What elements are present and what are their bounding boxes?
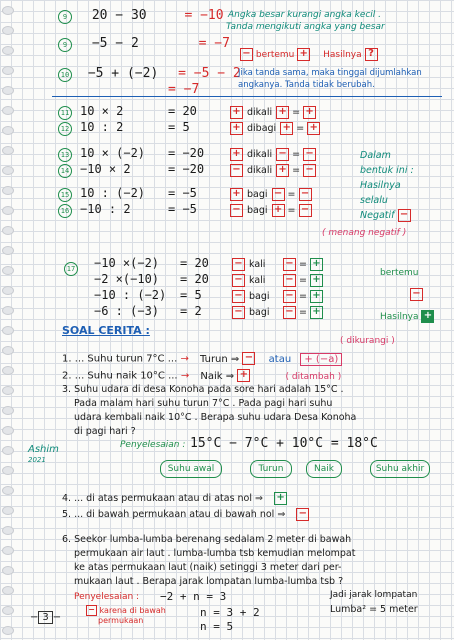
hasilnya-label: Hasilnya <box>323 50 362 60</box>
minus-box: − <box>283 258 296 271</box>
spiral-hole <box>2 6 14 15</box>
plus-box: + <box>230 122 243 135</box>
spiral-hole <box>2 126 14 135</box>
q1-expr: + (−a) <box>300 353 342 366</box>
note-tanda-mengikuti: Tanda mengikuti angka yang besar <box>226 22 385 32</box>
row-op: bagi <box>249 291 270 302</box>
spiral-hole <box>2 166 14 175</box>
plus-box: + <box>307 122 320 135</box>
row-result: = −5 <box>168 186 197 200</box>
spiral-hole <box>2 406 14 415</box>
spiral-hole <box>2 46 14 55</box>
row-op: kali <box>249 275 266 286</box>
signature-year: 2021 <box>28 456 46 464</box>
solution: 15°C − 7°C + 10°C = 18°C <box>190 436 378 451</box>
hasilnya-label: Hasilnya <box>380 312 419 322</box>
plus-box: + <box>230 148 243 161</box>
row-result: = 20 <box>168 104 197 118</box>
row-num: 10 <box>58 68 72 82</box>
row-expr: 10 : 2 <box>80 120 124 134</box>
spiral-hole <box>2 186 14 195</box>
soal-title: SOAL CERITA : <box>62 324 150 337</box>
row-9a <box>58 8 224 24</box>
row-op: dibagi <box>247 123 277 134</box>
spiral-hole <box>2 546 14 555</box>
note-angka-besar: Angka besar kurangi angka kecil . <box>228 10 382 20</box>
q6-line4: mukaan laut . Berapa jarak lompatan lumba-lumba tsb ? <box>74 576 344 587</box>
row-num: 13 <box>58 148 72 162</box>
row-expr: 10 : (−2) <box>80 186 146 200</box>
plus-box: + <box>280 122 293 135</box>
row-result: = −20 <box>168 146 205 160</box>
mult-row: 15 10 : (−2) = −5 + bagi − = − <box>58 186 312 202</box>
side-note-line: Negatif − <box>360 208 414 223</box>
q2-note: ( ditambah ) <box>285 371 342 382</box>
mult-row: 14 −10 × 2 = −20 − dikali + = − <box>58 162 316 178</box>
jadi1: Jadi jarak lompatan <box>330 590 418 600</box>
row-result: = 2 <box>180 304 202 318</box>
plus-box: + <box>310 258 323 271</box>
q5 <box>62 508 309 521</box>
spiral-hole <box>2 146 14 155</box>
spiral-hole <box>2 486 14 495</box>
minus-box: − <box>232 306 245 319</box>
spiral-binding <box>0 0 16 640</box>
minus-box: − <box>232 258 245 271</box>
side-note-line: selalu <box>360 195 388 206</box>
q2-text: 2. ... Suhu naik 10°C ... <box>62 370 178 382</box>
plus-box: + <box>310 290 323 303</box>
q1: 1. ... Suhu turun 7°C ... → Turun ⇒ − atau + (−a) <box>62 352 342 365</box>
row-op: dikali <box>247 149 273 160</box>
spiral-hole <box>2 86 14 95</box>
spiral-hole <box>2 246 14 255</box>
plus-box: + <box>230 106 243 119</box>
label-turun: Turun <box>250 460 292 478</box>
spiral-hole <box>2 26 14 35</box>
minus-box: − <box>299 204 312 217</box>
q6-line3: ke atas permukaan laut (naik) setinggi 3 meter dari per- <box>74 562 342 573</box>
side-note-line: Hasilnya <box>360 180 401 191</box>
signature-name: Ashim <box>28 444 59 455</box>
plus-box: + <box>310 306 323 319</box>
row-expr: 10 × (−2) <box>80 146 146 160</box>
neg-row: −10 ×(−2) = 20 − kali − = + <box>94 256 323 271</box>
minus-box: − <box>232 290 245 303</box>
eq2: n = 3 + 2 <box>200 606 260 619</box>
neg-row: −2 ×(−10) = 20 − kali − = + <box>94 272 323 287</box>
minus-box: − <box>230 204 243 217</box>
row-expr: −5 + (−2) <box>87 66 159 81</box>
label-naik: Naik <box>306 460 342 478</box>
mult-row: 13 10 × (−2) = −20 + dikali − = − <box>58 146 316 162</box>
row-expr: −10 : (−2) <box>94 288 167 302</box>
side-note-line: Dalam <box>360 150 391 161</box>
row-expr: −5 − 2 <box>91 36 139 51</box>
row-result: = −5 − 2 <box>178 66 241 81</box>
minus-box: − <box>299 188 312 201</box>
karena-note <box>86 605 166 616</box>
row-num: 12 <box>58 122 72 136</box>
row-expr: −2 ×(−10) <box>94 272 160 286</box>
plus-box: + <box>274 492 287 505</box>
minus-box: − <box>232 274 245 287</box>
row-num: 16 <box>58 204 72 218</box>
row-expr: −6 : (−3) <box>94 304 160 318</box>
minus-box: − <box>283 274 296 287</box>
neg-row: −10 : (−2) = 5 − bagi − = + <box>94 288 323 303</box>
plus-box: + <box>276 164 289 177</box>
penyelesaian2-label: Penyelesaian : <box>74 592 140 602</box>
row-expr: −10 : 2 <box>80 202 131 216</box>
q4 <box>62 492 287 505</box>
row-expr: 20 − 30 <box>91 8 147 23</box>
minus-box: − <box>230 164 243 177</box>
plus-box: + <box>297 48 310 61</box>
spiral-hole <box>2 106 14 115</box>
penyelesaian-label: Penyelesaian : <box>120 440 186 450</box>
spiral-hole <box>2 586 14 595</box>
plus-box: + <box>421 310 434 323</box>
minus-box: − <box>296 508 309 521</box>
karena-text: karena di bawah <box>99 606 166 615</box>
mult-row: 12 10 : 2 = 5 + dibagi + = + <box>58 120 320 136</box>
row-op: bagi <box>249 307 270 318</box>
row-num: 9 <box>58 38 72 52</box>
row-result: = 5 <box>168 120 190 134</box>
minus-box: − <box>283 290 296 303</box>
q1-ans: Turun ⇒ <box>200 353 240 365</box>
row-expr: −10 ×(−2) <box>94 256 160 270</box>
bertemu-label: bertemu <box>380 268 419 278</box>
signature <box>28 444 59 466</box>
row-10 <box>58 66 241 82</box>
plus-box: + <box>310 274 323 287</box>
q3-line1: 3. Suhu udara di desa Konoha pada sore hari adalah 15°C . <box>62 384 344 395</box>
row-op: dikali <box>247 107 273 118</box>
row-result: = 20 <box>180 272 209 286</box>
q1-text: 1. ... Suhu turun 7°C ... <box>62 353 178 365</box>
spiral-hole <box>2 446 14 455</box>
minus-box: − <box>240 48 253 61</box>
minus-box: − <box>303 164 316 177</box>
row-op: bagi <box>247 189 268 200</box>
spiral-hole <box>2 386 14 395</box>
question-box: ? <box>365 48 378 61</box>
spiral-hole <box>2 526 14 535</box>
q2: 2. ... Suhu naik 10°C ... → Naik ⇒ + ( ditambah ) <box>62 369 342 382</box>
row-result: = −7 <box>198 36 230 51</box>
label-suhu-awal: Suhu awal <box>160 460 222 478</box>
q3-line3: udara kembali naik 10°C . Berapa suhu udara Desa Konoha <box>74 412 357 423</box>
neg-summary <box>380 262 434 328</box>
row-result: = −10 <box>184 8 224 23</box>
minus-box: − <box>410 288 423 301</box>
mult-row: 11 10 × 2 = 20 + dikali + = + <box>58 104 316 120</box>
q4-text: 4. ... di atas permukaan atau di atas nol ⇒ <box>62 493 263 504</box>
eq1: −2 + n = 3 <box>160 590 227 603</box>
plus-box: + <box>276 106 289 119</box>
spiral-hole <box>2 606 14 615</box>
spiral-hole <box>2 266 14 275</box>
bertemu-label: bertemu <box>255 50 295 60</box>
row-result: = −20 <box>168 162 205 176</box>
spiral-hole <box>2 566 14 575</box>
menang-negatif: ( menang negatif ) <box>322 228 407 238</box>
plus-box: + <box>272 204 285 217</box>
spiral-hole <box>2 326 14 335</box>
minus-box: − <box>242 352 255 365</box>
minus-box: − <box>86 605 97 616</box>
minus-box: − <box>303 148 316 161</box>
plus-box: + <box>237 369 250 382</box>
divider-1 <box>52 96 442 97</box>
q3-line2: Pada malam hari suhu turun 7°C . Pada pagi hari suhu <box>74 398 333 409</box>
minus-box: − <box>398 209 411 222</box>
spiral-hole <box>2 346 14 355</box>
row-num: 15 <box>58 188 72 202</box>
side-note-line: bentuk ini : <box>360 165 414 176</box>
row-num: 14 <box>58 164 72 178</box>
permukaan-text: permukaan <box>98 616 144 625</box>
minus-box: − <box>276 148 289 161</box>
row-op: kali <box>249 259 266 270</box>
eq3: n = 5 <box>200 620 234 633</box>
label-suhu-akhir: Suhu akhir <box>370 460 430 478</box>
q6-line2: permukaan air laut . lumba-lumba tsb kemudian melompat <box>74 548 356 559</box>
row-expr: 10 × 2 <box>80 104 124 118</box>
page-number: − 3 − <box>30 612 62 623</box>
spiral-hole <box>2 226 14 235</box>
q3-line4: di pagi hari ? <box>74 426 136 437</box>
plus-box: + <box>230 188 243 201</box>
row-result: = 5 <box>180 288 202 302</box>
spiral-hole <box>2 626 14 635</box>
row-result: = −5 <box>168 202 197 216</box>
row-op: dikali <box>247 165 273 176</box>
row-num: 9 <box>58 10 72 24</box>
row-num: 11 <box>58 106 72 120</box>
spiral-hole <box>2 306 14 315</box>
mult-row: 16 −10 : 2 = −5 − bagi + = − <box>58 202 312 218</box>
jadi2: Lumba² = 5 meter <box>330 604 418 615</box>
row-9b <box>58 36 230 52</box>
q2-ans: Naik ⇒ <box>200 370 235 382</box>
note-tanda-sama: Jika tanda sama, maka tinggal dijumlahkan <box>238 68 422 78</box>
q1-note: ( dikurangi ) <box>340 336 395 346</box>
spiral-hole <box>2 466 14 475</box>
spiral-hole <box>2 426 14 435</box>
row-expr: −10 × 2 <box>80 162 131 176</box>
note-tidak-berubah: angkanya. Tanda tidak berubah. <box>238 80 375 90</box>
spiral-hole <box>2 206 14 215</box>
row-10-result2: = −7 <box>168 82 200 97</box>
spiral-hole <box>2 366 14 375</box>
bertemu-row <box>240 48 378 61</box>
minus-box: − <box>272 188 285 201</box>
neg-row: −6 : (−3) = 2 − bagi − = + <box>94 304 323 319</box>
side-note <box>360 148 414 223</box>
plus-box: + <box>303 106 316 119</box>
row-17-num: 17 <box>64 256 78 276</box>
spiral-hole <box>2 506 14 515</box>
q1-atau: atau <box>268 353 292 365</box>
minus-box: − <box>283 306 296 319</box>
row-op: bagi <box>247 205 268 216</box>
spiral-hole <box>2 286 14 295</box>
q6-line1: 6. Seekor lumba-lumba berenang sedalam 2 meter di bawah <box>62 534 352 545</box>
spiral-hole <box>2 66 14 75</box>
q5-text: 5. ... di bawah permukaan atau di bawah nol ⇒ <box>62 509 286 520</box>
row-result: = 20 <box>180 256 209 270</box>
